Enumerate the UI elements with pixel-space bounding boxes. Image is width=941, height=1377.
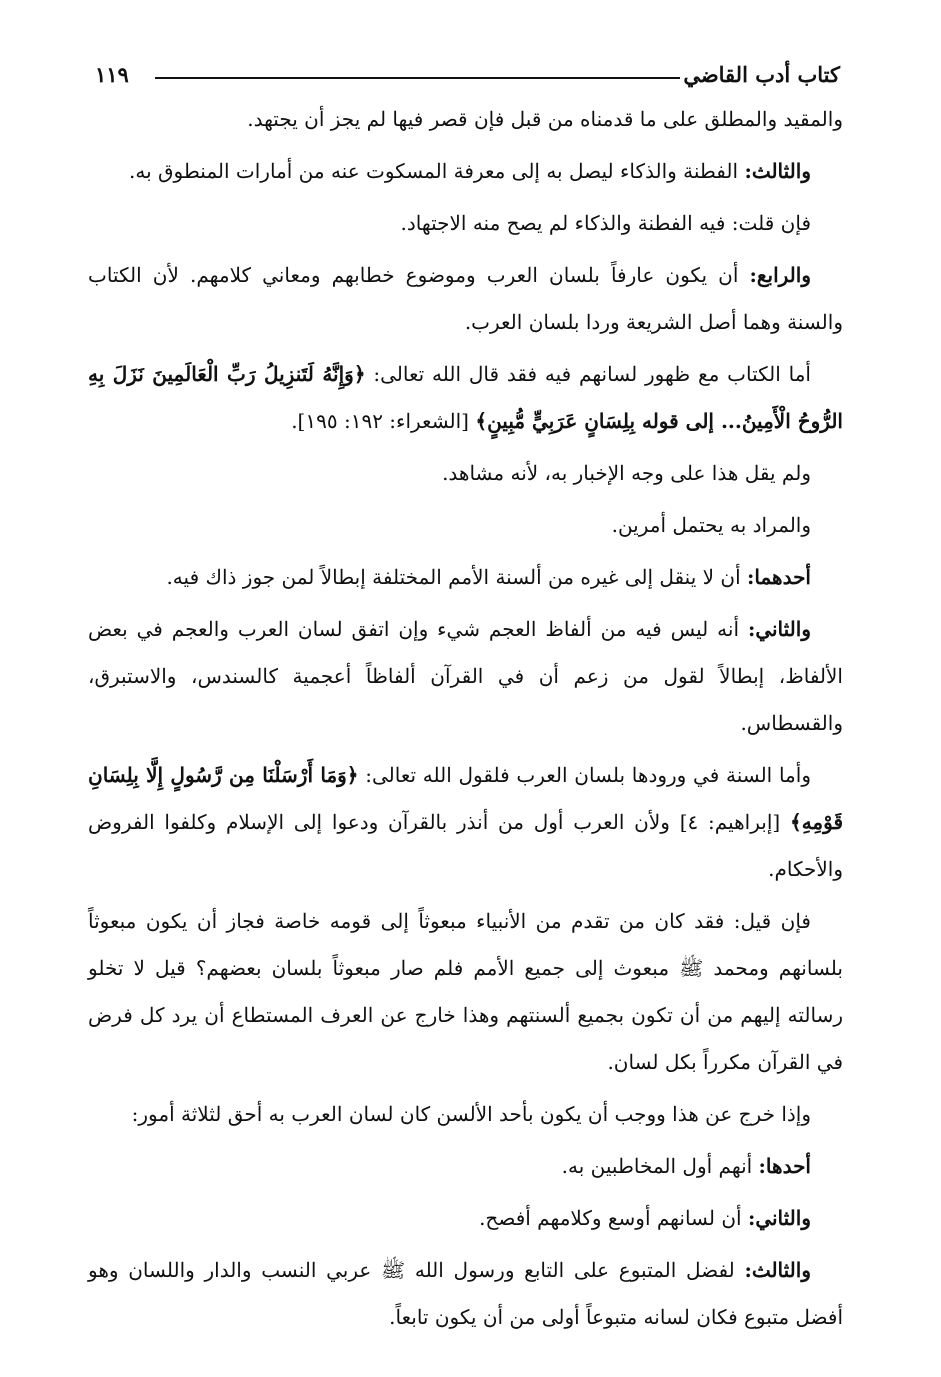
paragraph (88, 148, 843, 195)
paragraph-text: وأما السنة في ورودها بلسان العرب فلقول الله تعالى: (358, 763, 811, 787)
paragraph (88, 351, 843, 445)
running-header (95, 62, 840, 92)
paragraph-lead: أحدهما: (746, 565, 811, 589)
paragraph (88, 1143, 843, 1190)
paragraph-text: فإن قيل: فقد كان من تقدم من الأنبياء مبعوثاً إلى قومه خاصة فجاز أن يكون مبعوثاً بلسانهم ومحمد ﷺ مبعوث إلى جميع الأمم فلم صار مبعوثاً بلسان بعضهم؟ قيل لا تخلو رسالته إليهم من أن تكون بجميع ألسنتهم وهذا خارج عن العرف المستطاع أن يرد كل فرض في القرآن مكرراً بكل لسان. (88, 909, 843, 1074)
paragraph (88, 200, 843, 247)
paragraph (88, 502, 843, 549)
paragraph-lead: أحدها: (758, 1154, 811, 1178)
paragraph-text: والمراد به يحتمل أمرين. (611, 513, 811, 537)
paragraph-lead: والرابع: (749, 263, 811, 287)
paragraph-text: أنه ليس فيه من ألفاظ العجم شيء وإن اتفق لسان العرب والعجم في بعض الألفاظ، إبطالاً لقول من زعم أن في القرآن ألفاظاً أعجمية كالسندس، والاستبرق، والقسطاس. (88, 617, 843, 735)
book-title: كتاب أدب القاضي (683, 62, 840, 87)
paragraph (88, 1091, 843, 1138)
paragraph-text: ولم يقل هذا على وجه الإخبار به، لأنه مشاهد. (442, 461, 811, 485)
paragraph (88, 96, 843, 143)
paragraph (88, 1195, 843, 1242)
page-number: ١١٩ (95, 62, 129, 87)
paragraph-text: الفطنة والذكاء ليصل به إلى معرفة المسكوت عنه من أمارات المنطوق به. (129, 159, 745, 183)
paragraph-lead: والثالث: (744, 159, 811, 183)
paragraph-text: أما الكتاب مع ظهور لسانهم فيه فقد قال الله تعالى: (365, 362, 811, 386)
paragraph-text: أن لسانهم أوسع وكلامهم أفصح. (479, 1206, 748, 1230)
paragraph (88, 1247, 843, 1341)
paragraph (88, 252, 843, 346)
paragraph-lead: والثالث: (744, 1258, 811, 1282)
paragraph (88, 752, 843, 893)
paragraph-text: أن لا ينقل إلى غيره من ألسنة الأمم المختلفة إبطالاً لمن جوز ذاك فيه. (166, 565, 747, 589)
page-body (88, 96, 843, 1346)
paragraph (88, 898, 843, 1086)
paragraph-text: أنهم أول المخاطبين به. (561, 1154, 759, 1178)
paragraph (88, 554, 843, 601)
paragraph (88, 450, 843, 497)
paragraph-text: والمقيد والمطلق على ما قدمناه من قبل فإن قصر فيها لم يجز أن يجتهد. (247, 107, 843, 131)
header-rule (155, 77, 680, 79)
paragraph (88, 606, 843, 747)
quran-quote: ﴿وَمَا أَرْسَلْنَا مِن رَّسُولٍ إِلَّا بِلِسَانِ قَوْمِهِ﴾ (88, 763, 844, 834)
paragraph-lead: والثاني: (747, 617, 811, 641)
quran-quote: ﴿وَإِنَّهُ لَتَنزِيلُ رَبِّ الْعَالَمِينَ نَزَلَ بِهِ الرُّوحُ الْأَمِينُ... إلى قوله بِلِسَانٍ عَرَبِيٍّ مُّبِينٍ﴾ (88, 362, 843, 433)
paragraph-text: وإذا خرج عن هذا ووجب أن يكون بأحد الألسن كان لسان العرب به أحق لثلاثة أمور: (131, 1102, 811, 1126)
paragraph-text: أن يكون عارفاً بلسان العرب وموضوع خطابهم ومعاني كلامهم. لأن الكتاب والسنة وهما أصل الشريعة وردا بلسان العرب. (88, 263, 843, 334)
paragraph-text: لفضل المتبوع على التابع ورسول الله ﷺ عربي النسب والدار واللسان وهو أفضل متبوع فكان لسانه متبوعاً أولى من أن يكون تابعاً. (88, 1258, 843, 1329)
citation: [الشعراء: ١٩٢: ١٩٥]. (291, 409, 476, 433)
paragraph-lead: والثاني: (747, 1206, 811, 1230)
paragraph-text: فإن قلت: فيه الفطنة والذكاء لم يصح منه الاجتهاد. (400, 211, 811, 235)
citation: [إبراهيم: ٤] ولأن العرب أول من أنذر بالقرآن ودعوا إلى الإسلام وكلفوا الفروض والأحكام. (88, 810, 843, 881)
